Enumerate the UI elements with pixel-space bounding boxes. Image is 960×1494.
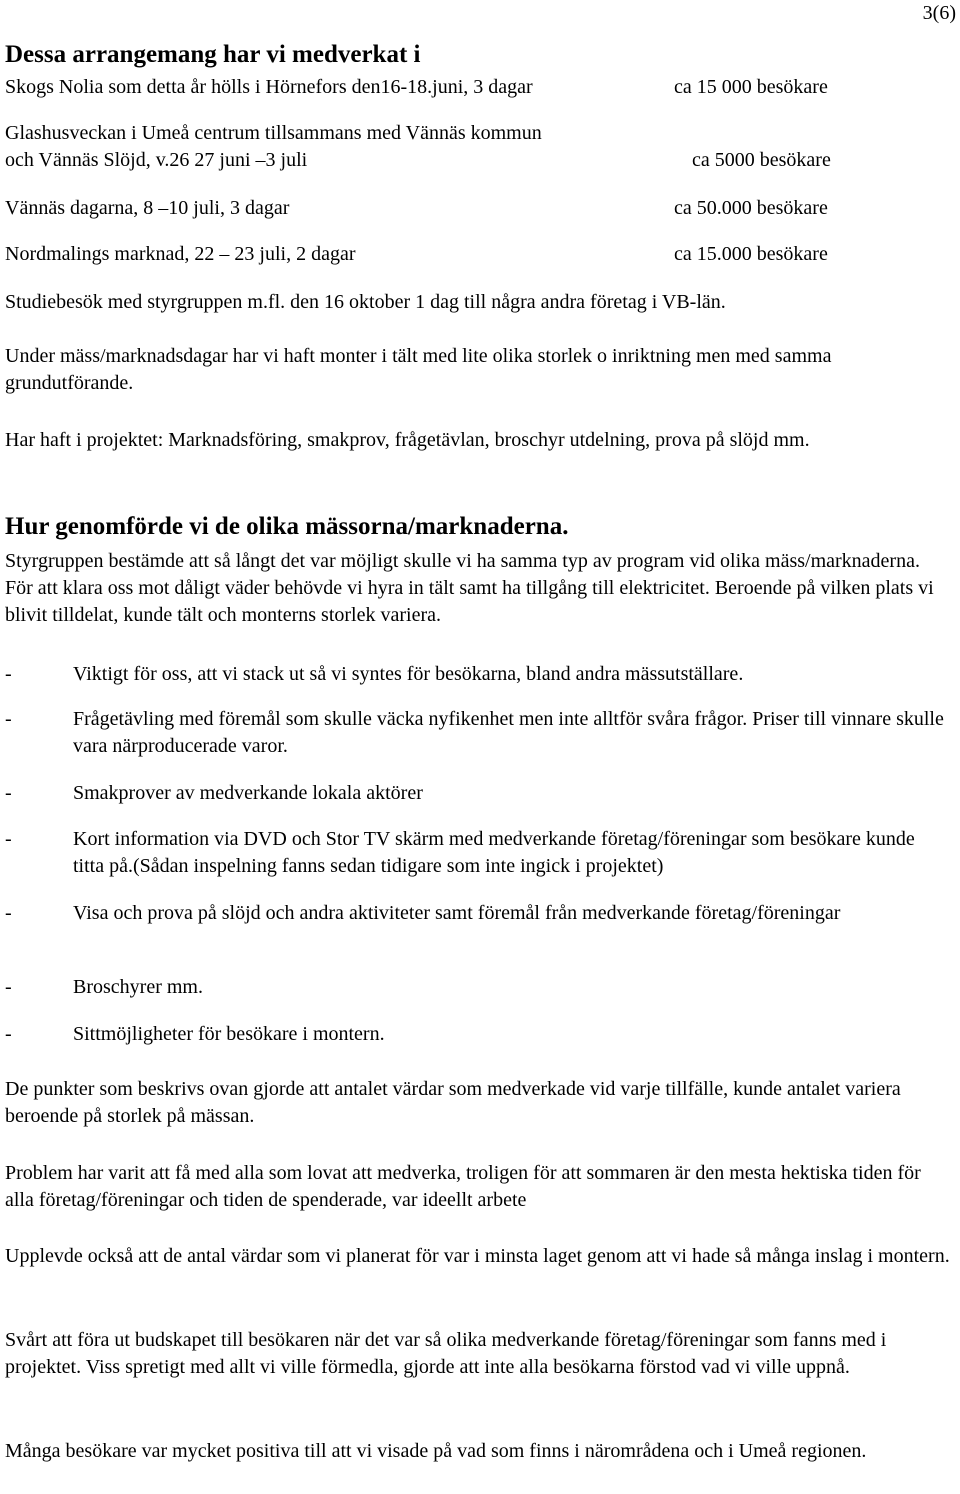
list-item-text: Visa och prova på slöjd och andra aktiviteter samt föremål från medverkande företag/föreningar: [73, 902, 841, 924]
paragraph: Problem har varit att få med alla som lovat att medverka, troligen för att sommaren är den mesta hektiska tiden för alla företag/föreningar och tiden de spenderade, var ideellt arbete: [5, 1162, 921, 1211]
paragraph: Svårt att föra ut budskapet till besökaren när det var så olika medverkande företag/föreningar som fanns med i projektet. Viss spretigt med allt vi ville förmedla, gjorde att inte alla besökarna förstod vad vi ville uppnå.: [5, 1329, 887, 1378]
event-name: Nordmalings marknad, 22 – 23 juli, 2 dagar: [5, 243, 356, 265]
page-number: 3(6): [922, 2, 956, 24]
paragraph: Många besökare var mycket positiva till att vi visade på vad som finns i närområdena och i Umeå regionen.: [5, 1440, 867, 1462]
event-visitors: ca 15.000 besökare: [674, 243, 828, 265]
event-name-cont: och Vännäs Slöjd, v.26 27 juni –3 juli: [5, 149, 308, 171]
paragraph-steering: Styrgruppen bestämde att så långt det var möjligt skulle vi ha samma typ av program vid olika mäss/marknaderna. För att klara oss mot dåligt väder behövde vi hyra in tält samt ha tillgång till elektricitet. Beroende på vilken plats vi blivit tilldelat, kunde tält och monterns storlek variera.: [5, 550, 934, 626]
bullet-dash: -: [5, 976, 12, 998]
bullet-dash: -: [5, 782, 12, 804]
study-visit-text: Studiebesök med styrgruppen m.fl. den 16 oktober 1 dag till några andra företag i VB-län.: [5, 291, 726, 313]
bullet-dash: -: [5, 828, 12, 850]
section-heading-implementation: Hur genomförde vi de olika mässorna/marknaderna.: [5, 513, 569, 540]
paragraph: De punkter som beskrivs ovan gjorde att antalet värdar som medverkade vid varje tillfälle, kunde antalet variera beroende på storlek på mässan.: [5, 1078, 901, 1127]
event-visitors: ca 15 000 besökare: [674, 76, 828, 98]
bullet-dash: -: [5, 708, 12, 730]
list-item-text: Broschyrer mm.: [73, 976, 203, 998]
event-name: Vännäs dagarna, 8 –10 juli, 3 dagar: [5, 197, 290, 219]
section-heading-events: Dessa arrangemang har vi medverkat i: [5, 41, 421, 68]
list-item-text: Sittmöjligheter för besökare i montern.: [73, 1023, 385, 1045]
list-item-text: Kort information via DVD och Stor TV skärm med medverkande företag/föreningar som besökare kunde titta på.(Sådan inspelning fanns sedan tidigare som inte ingick i projektet): [73, 828, 915, 877]
paragraph-project: Har haft i projektet: Marknadsföring, smakprov, frågetävlan, broschyr utdelning, prova på slöjd mm.: [5, 429, 810, 451]
event-name: Glashusveckan i Umeå centrum tillsammans med Vännäs kommun: [5, 122, 542, 144]
event-visitors: ca 5000 besökare: [692, 149, 831, 171]
event-visitors: ca 50.000 besökare: [674, 197, 828, 219]
list-item-text: Viktigt för oss, att vi stack ut så vi syntes för besökarna, bland andra mässutställare.: [73, 663, 744, 685]
paragraph-tents: Under mäss/marknadsdagar har vi haft monter i tält med lite olika storlek o inriktning men med samma grundutförande.: [5, 345, 832, 394]
list-item-text: Frågetävling med föremål som skulle väcka nyfikenhet men inte alltför svåra frågor. Priser till vinnare skulle vara närproducerade varor.: [73, 708, 944, 757]
bullet-dash: -: [5, 1023, 12, 1045]
bullet-dash: -: [5, 663, 12, 685]
list-item-text: Smakprover av medverkande lokala aktörer: [73, 782, 423, 804]
paragraph: Upplevde också att de antal värdar som vi planerat för var i minsta laget genom att vi hade så många inslag i montern.: [5, 1245, 950, 1267]
event-name: Skogs Nolia som detta år hölls i Hörnefors den16-18.juni, 3 dagar: [5, 76, 533, 98]
bullet-dash: -: [5, 902, 12, 924]
